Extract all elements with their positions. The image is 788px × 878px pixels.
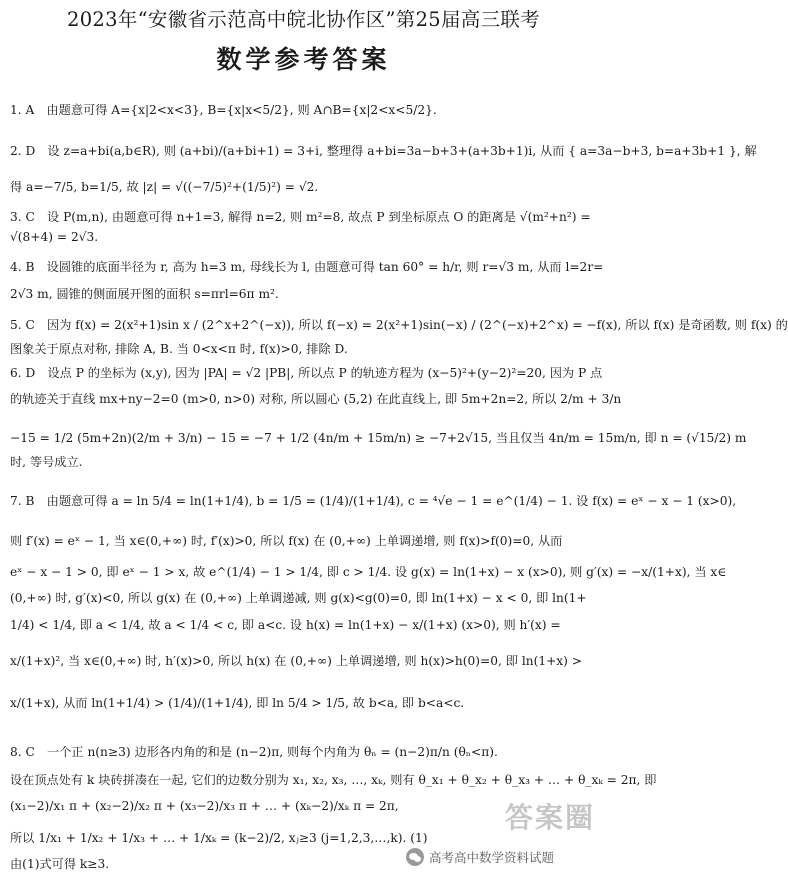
- answer-line: 得 a=−7/5, b=1/5, 故 |z| = √((−7/5)²+(1/5)²) = √2.: [10, 180, 319, 194]
- answer-line: (0,+∞) 时, g′(x)<0, 所以 g(x) 在 (0,+∞) 上单调递减, 则 g(x)<g(0)=0, 即 ln(1+x) − x < 0, 即 ln(1+: [10, 591, 587, 605]
- answer-line: 所以 1/x₁ + 1/x₂ + 1/x₃ + … + 1/xₖ = (k−2)/2, xⱼ≥3 (j=1,2,3,…,k). (1): [10, 831, 428, 845]
- answer-line: −15 = 1/2 (5m+2n)(2/m + 3/n) − 15 = −7 + 1/2 (4n/m + 15m/n) ≥ −7+2√15, 当且仅当 4n/m = 15m/n, 即 n = (√15/2) m: [10, 431, 747, 445]
- answer-line: eˣ − x − 1 > 0, 即 eˣ − 1 > x, 故 e^(1/4) − 1 > 1/4, 即 c > 1/4. 设 g(x) = ln(1+x) − x (x>0), 则 g′(x) = −x/(1+x), 当 x∈: [10, 565, 727, 579]
- wechat-source-tag: [406, 846, 602, 868]
- document-title: 2023年“安徽省示范高中皖北协作区”第25届高三联考: [67, 8, 540, 31]
- answer-line: x/(1+x), 从而 ln(1+1/4) > (1/4)/(1+1/4), 即 ln 5/4 > 1/5, 故 b<a, 即 b<a<c.: [10, 696, 465, 710]
- answer-line: 1. A 由题意可得 A={x|2<x<3}, B={x|x<5/2}, 则 A∩B={x|2<x<5/2}.: [10, 103, 437, 117]
- answer-line: 1/4) < 1/4, 即 a < 1/4, 故 a < 1/4 < c, 即 a<c. 设 h(x) = ln(1+x) − x/(1+x) (x>0), 则 h′(x) =: [10, 618, 561, 632]
- answer-line: 8. C 一个正 n(n≥3) 边形各内角的和是 (n−2)π, 则每个内角为 θₙ = (n−2)π/n (θₙ<π).: [10, 745, 498, 759]
- answer-line: 的轨迹关于直线 mx+ny−2=0 (m>0, n>0) 对称, 所以圆心 (5,2) 在此直线上, 即 5m+2n=2, 所以 2/m + 3/n: [10, 392, 622, 406]
- answer-line: 由(1)式可得 k≥3.: [10, 857, 110, 871]
- answer-line: 则 f′(x) = eˣ − 1, 当 x∈(0,+∞) 时, f′(x)>0, 所以 f(x) 在 (0,+∞) 上单调递增, 则 f(x)>f(0)=0, 从而: [10, 534, 563, 548]
- answer-line: 7. B 由题意可得 a = ln 5/4 = ln(1+1/4), b = 1/5 = (1/4)/(1+1/4), c = ⁴√e − 1 = e^(1/4) − 1. 设 f(x) = eˣ − x − 1 (x>0),: [10, 494, 737, 508]
- document-subtitle: 数学参考答案: [216, 45, 391, 74]
- answer-line: 2√3 m, 圆锥的侧面展开图的面积 s=πrl=6π m².: [10, 287, 279, 301]
- answer-line: 5. C 因为 f(x) = 2(x²+1)sin x / (2^x+2^(−x)), 所以 f(−x) = 2(x²+1)sin(−x) / (2^(−x)+2^x) = −f(x), 所以 f(x) 是奇函数, 则 f(x) 的: [10, 318, 788, 332]
- answer-line: (x₁−2)/x₁ π + (x₂−2)/x₂ π + (x₃−2)/x₃ π + … + (xₖ−2)/xₖ π = 2π,: [10, 799, 399, 813]
- answer-line: 设在顶点处有 k 块砖拼凑在一起, 它们的边数分别为 x₁, x₂, x₃, …, xₖ, 则有 θ_x₁ + θ_x₂ + θ_x₃ + … + θ_xₖ = 2π, 即: [10, 773, 657, 787]
- answer-line: √(8+4) = 2√3.: [10, 230, 99, 244]
- answer-line: 时, 等号成立.: [10, 455, 83, 469]
- wechat-icon: [406, 848, 424, 866]
- answer-line: 图象关于原点对称, 排除 A, B. 当 0<x<π 时, f(x)>0, 排除 D.: [10, 342, 348, 356]
- wechat-account-label: 高考高中数学资料试题: [429, 850, 555, 865]
- answer-line: 4. B 设圆锥的底面半径为 r, 高为 h=3 m, 母线长为 l, 由题意可得 tan 60° = h/r, 则 r=√3 m, 从而 l=2r=: [10, 260, 604, 274]
- answer-line: 3. C 设 P(m,n), 由题意可得 n+1=3, 解得 n=2, 则 m²=8, 故点 P 到坐标原点 O 的距离是 √(m²+n²) =: [10, 210, 591, 224]
- answer-line: 6. D 设点 P 的坐标为 (x,y), 因为 |PA| = √2 |PB|, 所以点 P 的轨迹方程为 (x−5)²+(y−2)²=20, 因为 P 点: [10, 366, 603, 380]
- answer-line: 2. D 设 z=a+bi(a,b∈R), 则 (a+bi)/(a+bi+1) = 3+i, 整理得 a+bi=3a−b+3+(a+3b+1)i, 从而 { a=3a−b+3, b=a+3b+1 }, 解: [10, 144, 757, 158]
- watermark-logo: 答案圈: [505, 801, 596, 834]
- answer-line: x/(1+x)², 当 x∈(0,+∞) 时, h′(x)>0, 所以 h(x) 在 (0,+∞) 上单调递增, 则 h(x)>h(0)=0, 即 ln(1+x) >: [10, 654, 582, 668]
